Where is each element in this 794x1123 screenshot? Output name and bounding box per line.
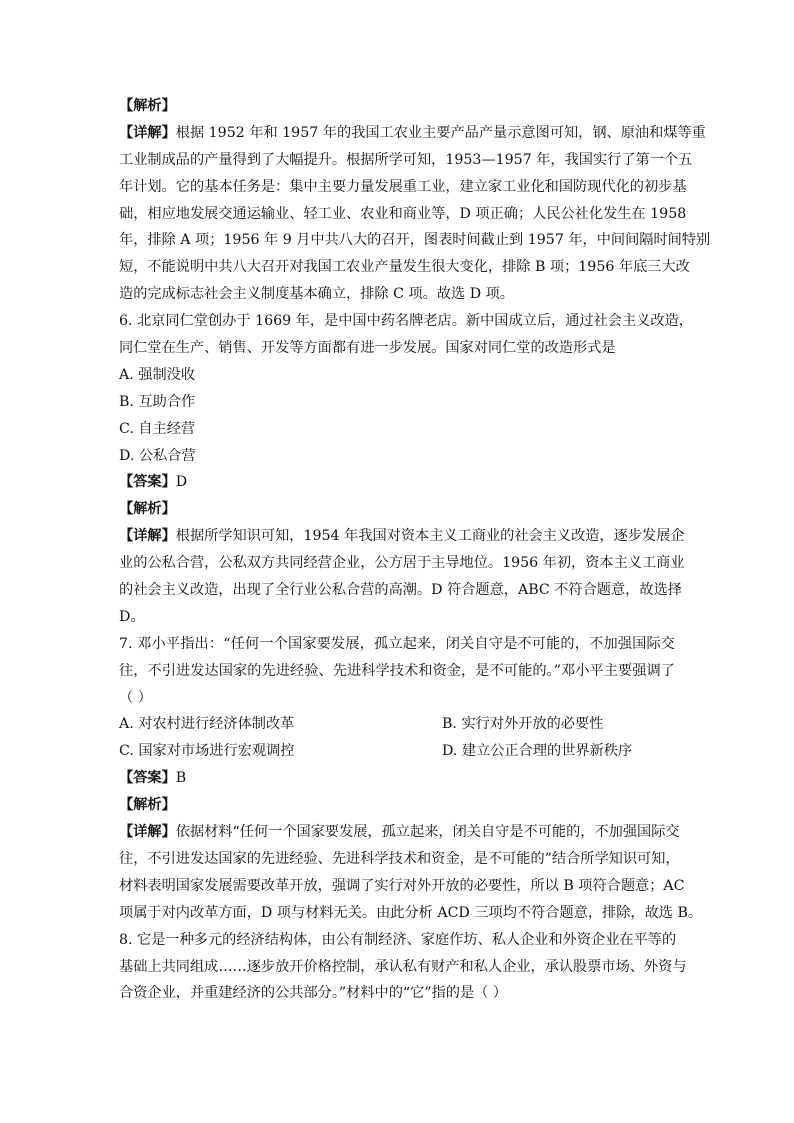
question-8-stem: 8. 它是一种多元的经济结构体，由公有制经济、家庭作坊、私人企业和外资企业在平等的 <box>119 931 677 948</box>
answer-tag: 【答案】 <box>119 770 176 787</box>
detail-line: 年计划。它的基本任务是：集中主要力量发展重工业，建立家工业化和国防现代化的初步基 <box>119 178 687 195</box>
detail-line: D。 <box>119 608 145 625</box>
detail-tag: 【详解】 <box>119 124 176 141</box>
question-6-stem: 6. 北京同仁堂创办于 1669 年，是中国中药名牌老店。新中国成立后，通过社会主义改造， <box>119 313 693 330</box>
document-page <box>119 93 711 1007</box>
detail-line: 短，不能说明中共八大召开对我国工农业产量发生很大变化，排除 B 项；1956 年底三大改 <box>119 259 690 276</box>
answer-value: B <box>175 770 187 787</box>
analysis-heading <box>119 496 675 523</box>
question-7-option-c: C. 国家对市场进行宏观调控 <box>119 743 295 760</box>
analysis-tag: 【解析】 <box>119 797 176 814</box>
question-7-answer <box>119 765 675 792</box>
detail-line: 年，排除 A 项；1956 年 9 月中共八大的召开，图表时间截止到 1957 年，中间间隔时间特别 <box>119 232 711 249</box>
question-6-option-d: D. 公私合营 <box>119 447 196 464</box>
question-6-stem: 同仁堂在生产、销售、开发等方面都有进一步发展。国家对同仁堂的改造形式是 <box>119 340 616 357</box>
analysis-heading <box>119 93 675 120</box>
detail-line: 工业制成品的产量得到了大幅提升。根据所学可知，1953—1957 年，我国实行了第一个五 <box>119 151 693 168</box>
analysis-tag: 【解析】 <box>119 501 176 518</box>
detail-line: 业的公私合营，公私双方共同经营企业，公方居于主导地位。1956 年初，资本主义工商业 <box>119 555 685 572</box>
detail-line: 造的完成标志社会主义制度基本确立，排除 C 项。故选 D 项。 <box>119 286 514 303</box>
question-8-stem: 基础上共同组成……逐步放开价格控制，承认私有财产和私人企业，承认股票市场、外资与 <box>119 958 687 975</box>
question-6-option-b: B. 互助合作 <box>119 393 196 410</box>
question-6-answer <box>119 469 675 496</box>
question-6-option-c: C. 自主经营 <box>119 420 196 437</box>
analysis-heading <box>119 792 675 819</box>
detail-line: 项属于对内改革方面，D 项与材料无关。由此分析 ACD 三项均不符合题意，排除，故选 B。 <box>119 904 703 921</box>
detail-line: 材料表明国家发展需要改革开放，强调了实行对外开放的必要性，所以 B 项符合题意；AC <box>119 877 685 894</box>
question-7-option-a: A. 对农村进行经济体制改革 <box>119 716 295 733</box>
analysis-tag: 【解析】 <box>119 98 176 114</box>
question-7-options-row <box>119 711 675 738</box>
question-7-option-b: B. 实行对外开放的必要性 <box>442 716 604 733</box>
answer-value: D <box>175 474 188 491</box>
question-7-stem: 7. 邓小平指出：“任何一个国家要发展，孤立起来，闭关自守是不可能的，不加强国际交 <box>119 635 675 652</box>
answer-tag: 【答案】 <box>119 474 176 491</box>
question-7-stem: 往，不引进发达国家的先进经验、先进科学技术和资金，是不可能的。”邓小平主要强调了 <box>119 662 675 679</box>
detail-line: 往，不引进发达国家的先进经验、先进科学技术和资金，是不可能的”结合所学知识可知， <box>119 850 680 867</box>
question-8-stem: 合资企业，并重建经济的公共部分。”材料中的“它”指的是（ ） <box>119 985 508 1002</box>
detail-line: 【详解】根据 1952 年和 1957 年的我国工农业主要产品产量示意图可知，钢、原油和煤等重 <box>119 124 706 141</box>
question-7-stem: （ ） <box>119 689 152 706</box>
detail-line: 的社会主义改造，出现了全行业公私合营的高潮。D 符合题意，ABC 不符合题意，故选择 <box>119 582 682 599</box>
detail-tag: 【详解】 <box>119 528 176 545</box>
question-7-option-d: D. 建立公正合理的世界新秩序 <box>442 743 633 760</box>
detail-line: 础，相应地发展交通运输业、轻工业、农业和商业等，D 项正确；人民公社化发生在 1958 <box>119 205 687 222</box>
question-6-option-a: A. 强制没收 <box>119 366 196 383</box>
question-7-options-row <box>119 738 675 765</box>
detail-line: 【详解】根据所学知识可知，1954 年我国对资本主义工商业的社会主义改造，逐步发展企 <box>119 528 685 545</box>
detail-tag: 【详解】 <box>119 824 176 841</box>
detail-line: 【详解】依据材料“任何一个国家要发展，孤立起来，闭关自守是不可能的，不加强国际交 <box>119 824 680 841</box>
